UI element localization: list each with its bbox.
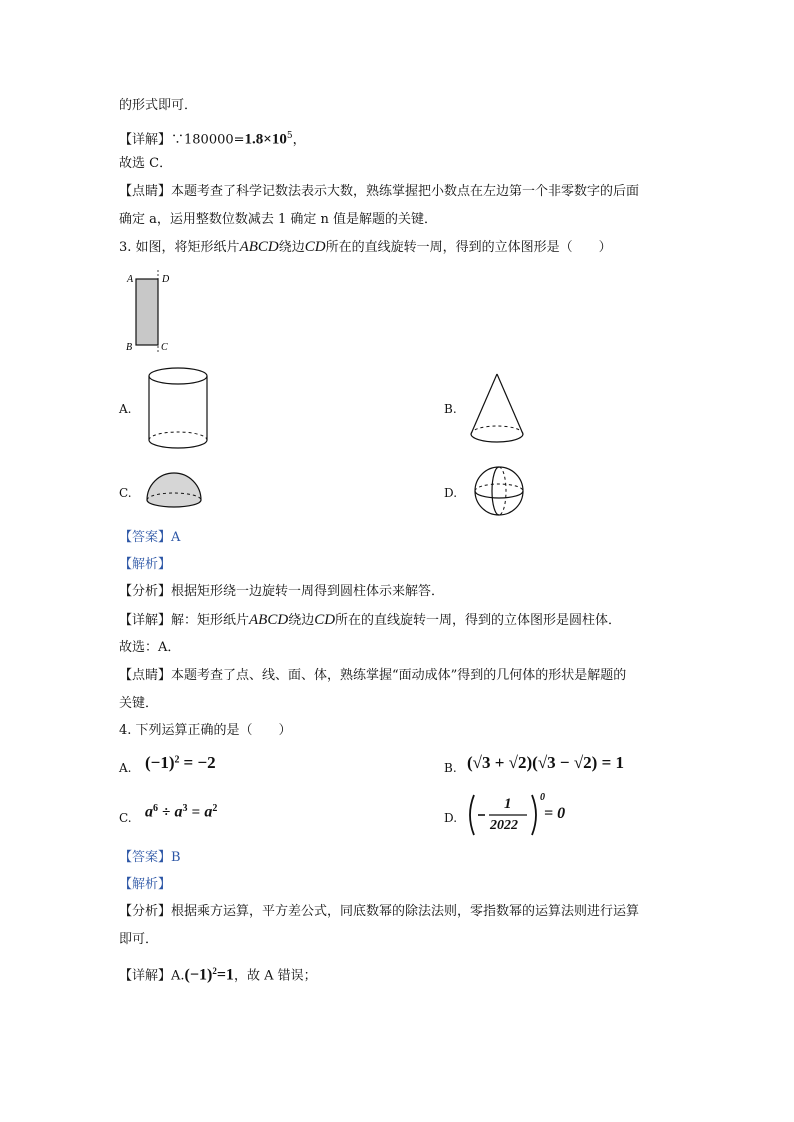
q3-choice	[119, 639, 180, 657]
q3-analysis	[119, 556, 171, 574]
eq-sign: =	[191, 804, 201, 821]
detail-prefix: 【详解】∵180000=	[119, 132, 245, 148]
q3-detail	[119, 611, 621, 630]
hemisphere-icon[interactable]	[144, 470, 204, 510]
prev-line	[119, 97, 197, 115]
q4-option-c-label[interactable]: C.	[119, 811, 132, 825]
expr: (√3 + √2)(√3 − √2) = 1	[467, 753, 625, 772]
prev-comment-2	[119, 211, 437, 229]
q4-option-a-expr[interactable]	[145, 753, 216, 773]
prev-detail	[119, 127, 306, 149]
q4-detail	[119, 962, 317, 985]
text: 确定 a，运用整数位数减去 1 确定 n 值是解题的关键．	[119, 212, 438, 227]
prev-comment-1	[119, 183, 639, 201]
expr-base: (−1)	[184, 966, 213, 984]
q4-analysis	[119, 876, 171, 894]
math-cd: CD	[314, 612, 336, 628]
prev-choice	[119, 155, 172, 173]
q3-answer	[119, 529, 180, 547]
detail-suffix: ，	[292, 132, 306, 148]
div-sign: ÷	[162, 804, 171, 821]
q4-stem	[119, 722, 292, 740]
option-b-label[interactable]: B.	[444, 402, 457, 416]
text: 关键．	[119, 696, 159, 711]
rhs: = 0	[544, 805, 566, 822]
var-a: a	[204, 803, 213, 821]
sci-value: 1.8×10	[244, 131, 287, 148]
q4-option-b-expr[interactable]	[467, 753, 624, 773]
expr-base: (−1)	[145, 753, 175, 772]
option-a-label[interactable]: A.	[119, 402, 132, 416]
text: 【解析】	[119, 557, 172, 572]
q4-fenxi-2	[119, 931, 158, 949]
expr-exponent: 2	[212, 966, 217, 976]
text: 故选：A．	[119, 640, 181, 655]
stem-part: 所在的直线旋转一周，得到的立体图形是（ ）	[325, 240, 612, 255]
q4-option-d-expr[interactable]	[466, 792, 576, 838]
q4-fenxi-1	[119, 903, 639, 921]
q4-option-d-label[interactable]: D.	[444, 811, 458, 825]
text: 绕边	[288, 613, 315, 628]
sphere-icon[interactable]	[473, 465, 525, 517]
expr-exponent: 2	[174, 754, 180, 766]
stem-part: 如图，将矩形纸片	[135, 240, 240, 255]
question-number: 4.	[119, 723, 132, 738]
text: 【分析】根据矩形绕一边旋转一周得到圆柱体示来解答．	[119, 584, 445, 599]
var-a: a	[174, 803, 183, 821]
exponent: 0	[540, 792, 545, 803]
q4-option-a-label[interactable]: A.	[119, 761, 132, 775]
var-a: a	[145, 803, 153, 821]
exp: 6	[153, 803, 158, 814]
rectangle-paper	[136, 279, 158, 345]
math-cd: CD	[304, 239, 326, 255]
exp: 3	[182, 803, 188, 814]
cone-icon[interactable]	[469, 372, 525, 452]
sci-exponent: 5	[286, 131, 293, 141]
text: 【分析】根据乘方运算，平方差公式，同底数幂的除法法则，零指数幂的运算法则进行运算	[119, 904, 640, 919]
expr-rhs: =1	[216, 966, 234, 984]
math-abcd: ABCD	[249, 612, 289, 628]
label-d: D	[162, 274, 170, 285]
q3-comment-2	[119, 695, 158, 713]
text: 【详解】A.	[119, 968, 185, 984]
expr-rhs: = −2	[183, 753, 216, 772]
numerator: 1	[504, 796, 512, 812]
text: 的形式即可．	[119, 98, 198, 113]
text: 【解析】	[119, 877, 172, 892]
text: 所在的直线旋转一周，得到的立体图形是圆柱体．	[335, 613, 622, 628]
text: 故选 C．	[119, 156, 173, 171]
stem-part: 绕边	[278, 240, 305, 255]
rectangle-figure	[120, 266, 180, 361]
label-b: B	[126, 342, 133, 353]
text: 【点睛】本题考查了科学记数法表示大数，熟练掌握把小数点在左边第一个非零数字的后面	[119, 184, 640, 199]
q4-answer	[119, 849, 181, 867]
exp: 2	[212, 803, 218, 814]
option-d-label[interactable]: D.	[444, 486, 458, 500]
text: 【点睛】本题考查了点、线、面、体，熟练掌握“面动成体”得到的几何体的形状是解题的	[119, 668, 627, 683]
text: 【详解】解：矩形纸片	[119, 613, 250, 628]
option-c-label[interactable]: C.	[119, 486, 132, 500]
q3-fenxi	[119, 583, 444, 601]
text: 即可．	[119, 932, 159, 947]
question-number: 3.	[119, 240, 132, 255]
denominator: 2022	[490, 818, 518, 833]
text: ，故 A 错误；	[233, 968, 317, 984]
q4-option-c-expr[interactable]	[145, 803, 217, 821]
text: 【答案】A	[119, 530, 181, 545]
q3-stem	[119, 238, 612, 257]
text: 【答案】B	[119, 850, 181, 865]
stem-text: 下列运算正确的是（ ）	[135, 723, 292, 738]
math-abcd: ABCD	[239, 239, 279, 255]
q3-comment-1	[119, 667, 626, 685]
label-a: A	[127, 274, 134, 285]
q4-option-b-label[interactable]: B.	[444, 761, 457, 775]
cylinder-icon[interactable]	[145, 364, 211, 454]
label-c: C	[161, 342, 168, 353]
